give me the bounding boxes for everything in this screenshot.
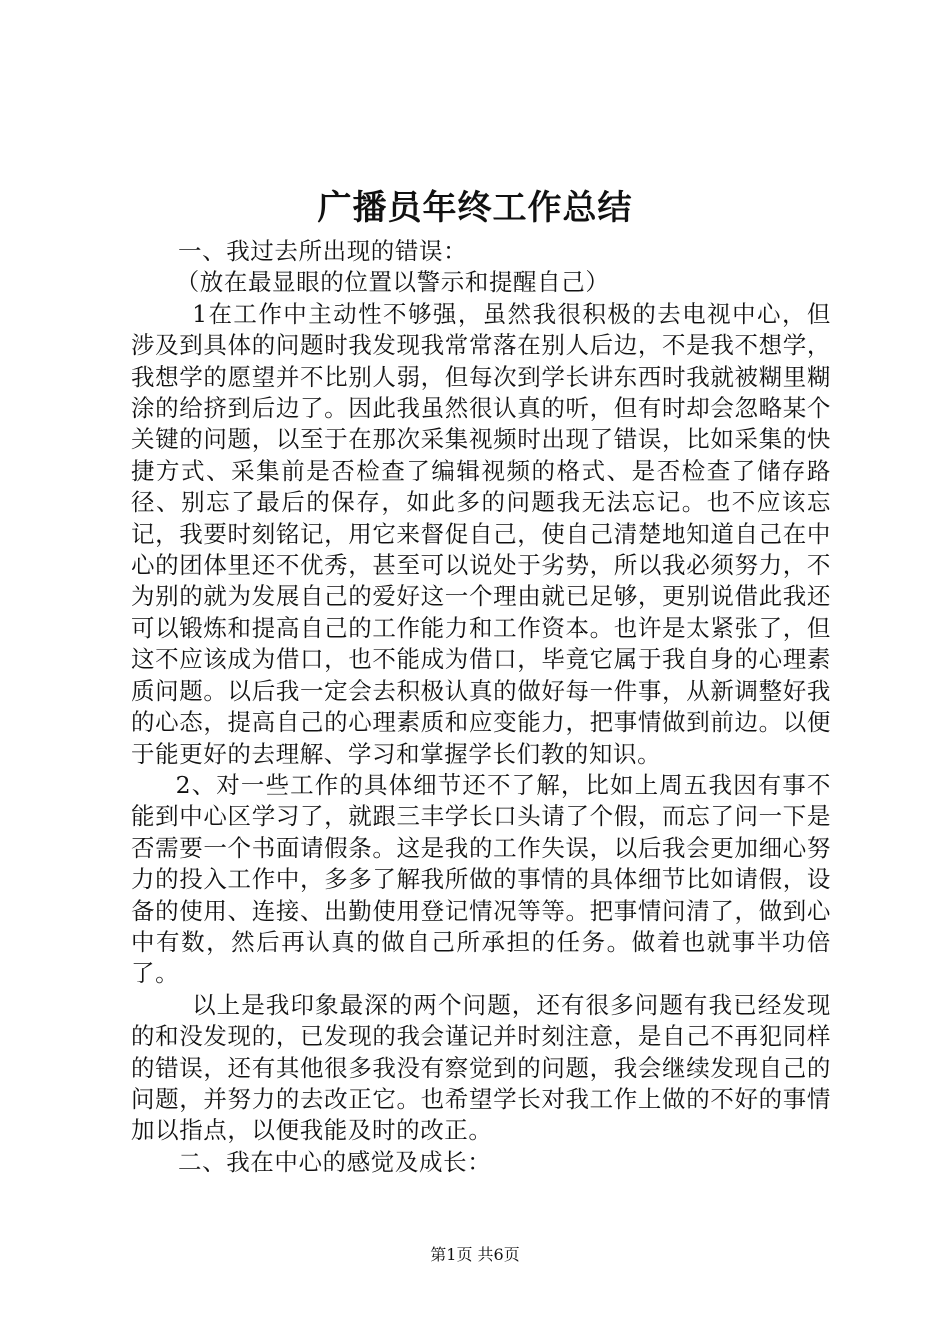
section-heading-errors: 一、我过去所出现的错误：: [178, 237, 468, 265]
section-heading-growth: 二、我在中心的感觉及成长：: [178, 1147, 492, 1176]
paragraph-note: （放在最显眼的位置以警示和提醒自己）: [175, 268, 610, 297]
paragraph-item-1: 1在工作中主动性不够强，虽然我很积极的去电视中心，但涉及到具体的问题时我发现我常常落在别人后边，不是我不想学，我想学的愿望并不比别人弱，但每次到学长讲东西时我就被糊里糊涂的给挤到后边了。因此我虽然很认真的听，但有时却会忽略某个关键的问题，以至于在那次采集视频时出现了错误，比如采集的快捷方式、采集前是否检查了编辑视频的格式、是否检查了储存路径、别忘了最后的保存，如此多的问题我无法忘记。也不应该忘记，我要时刻铭记，用它来督促自己，使自己清楚地知道自己在中心的团体里还不优秀，甚至可以说处于劣势，所以我必须努力，不为别的就为发展自己的爱好这一个理由就已足够，更别说借此我还可以锻炼和提高自己的工作能力和工作资本。也许是太紧张了，但这不应该成为借口，也不能成为借口，毕竟它属于我自身的心理素质问题。以后我一定会去积极认真的做好每一件事，从新调整好我的心态，提高自己的心理素质和应变能力，把事情做到前边。以便于能更好的去理解、学习和掌握学长们教的知识。: [131, 299, 831, 768]
paragraph-item-2: 2、对一些工作的具体细节还不了解，比如上周五我因有事不能到中心区学习了，就跟三丰学长口头请了个假，而忘了问一下是否需要一个书面请假条。这是我的工作失误，以后我会更加细心努力的投入工作中，多多了解我所做的事情的具体细节比如请假，设备的使用、连接、出勤使用登记情况等等。把事情问清了，做到心中有数，然后再认真的做自己所承担的任务。做着也就事半功倍了。: [131, 770, 831, 988]
document-body: [131, 236, 831, 1178]
document-title: 广播员年终工作总结: [317, 188, 633, 228]
paragraph-summary: 以上是我印象最深的两个问题，还有很多问题有我已经发现的和没发现的，已发现的我会谨记并时刻注意，是自己不再犯同样的错误，还有其他很多我没有察觉到的问题，我会继续发现自己的问题，并努力的去改正它。也希望学长对我工作上做的不好的事情加以指点，以便我能及时的改正。: [131, 990, 831, 1145]
page-footer: 第1页 共6页: [430, 1245, 520, 1264]
